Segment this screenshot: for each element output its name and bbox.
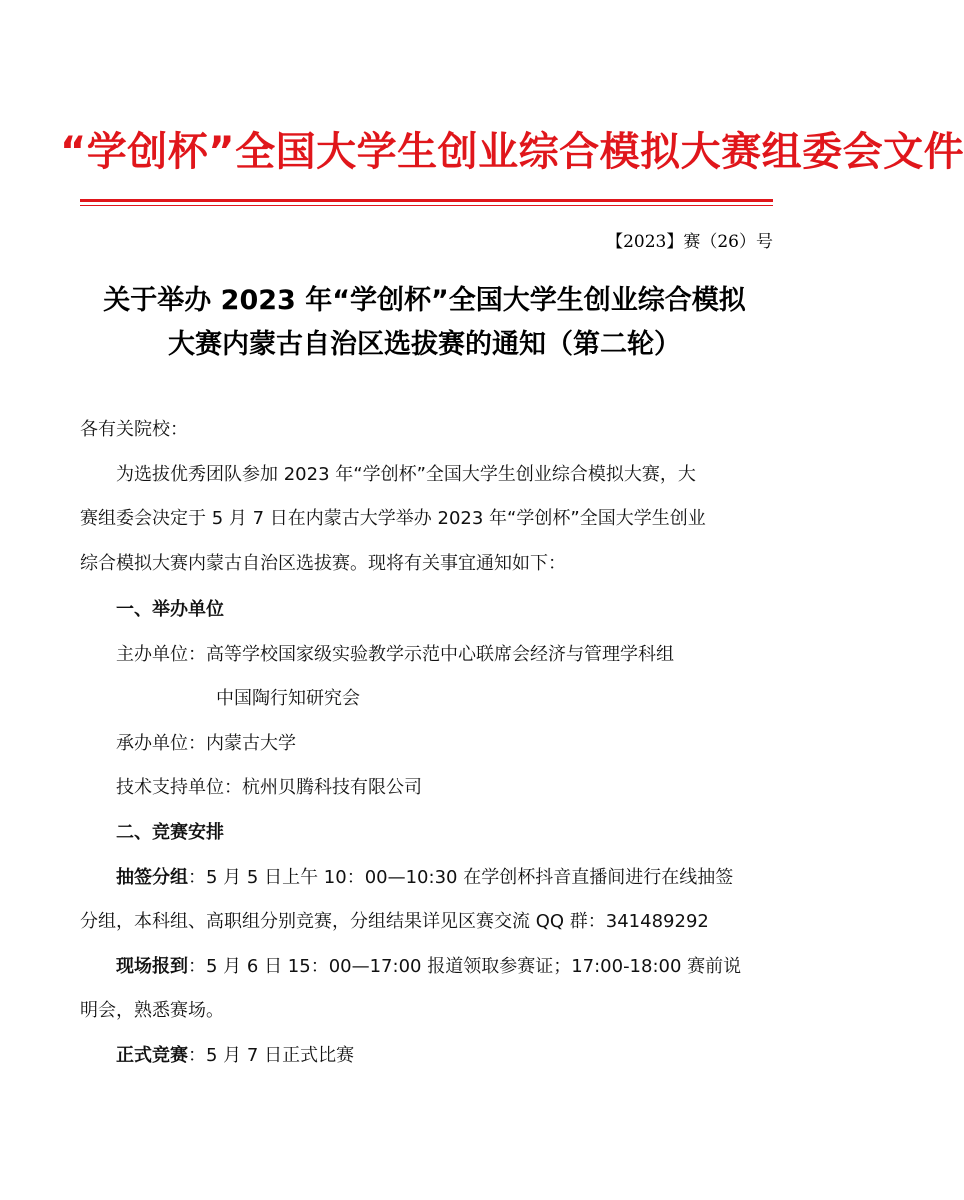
host-unit-label: 主办单位： [116, 644, 206, 665]
tech-support-label: 技术支持单位： [116, 777, 242, 798]
tech-support-row [116, 773, 422, 799]
notice-title-line1: 关于举办 2023 年“学创杯”全国大学生创业综合模拟 [103, 285, 746, 316]
host-unit-value: 高等学校国家级实验教学示范中心联席会经济与管理学科组 [206, 644, 674, 665]
checkin-label: 现场报到 [116, 956, 188, 977]
organizer-value: 内蒙古大学 [206, 733, 296, 754]
header-red-rule-thin [80, 205, 773, 206]
organizer-row [116, 729, 296, 755]
tech-support-value: 杭州贝腾科技有限公司 [242, 777, 422, 798]
checkin-text: ：5 月 6 日 15：00—17:00 报道领取参赛证；17:00-18:00 赛前说 [188, 956, 742, 977]
checkin-text-line2: 明会，熟悉赛场。 [80, 1000, 224, 1021]
intro-paragraph-line1: 为选拔优秀团队参加 2023 年“学创杯”全国大学生创业综合模拟大赛，大 [116, 464, 696, 485]
draw-label: 抽签分组 [116, 867, 188, 888]
formal-label: 正式竞赛 [116, 1045, 188, 1066]
host-unit-row [116, 640, 674, 666]
document-header-title: “学创杯”全国大学生创业综合模拟大赛组委会文件 [60, 129, 964, 175]
document-number: 【2023】赛（26）号 [606, 232, 773, 252]
draw-row [116, 863, 733, 889]
formal-text: ：5 月 7 日正式比赛 [188, 1045, 355, 1066]
intro-paragraph-line3: 综合模拟大赛内蒙古自治区选拔赛。现将有关事宜通知如下： [80, 553, 566, 574]
notice-title-line2: 大赛内蒙古自治区选拔赛的通知（第二轮） [168, 329, 681, 360]
formal-row [116, 1041, 354, 1067]
intro-paragraph-line2: 赛组委会决定于 5 月 7 日在内蒙古大学举办 2023 年“学创杯”全国大学生创业 [80, 508, 706, 529]
host-unit-value-2: 中国陶行知研究会 [216, 688, 360, 709]
section-heading-hosts: 一、举办单位 [116, 599, 224, 620]
salutation: 各有关院校： [80, 419, 188, 440]
header-red-rule [80, 199, 773, 202]
draw-text-line2: 分组，本科组、高职组分别竞赛，分组结果详见区赛交流 QQ 群：341489292 [80, 911, 709, 932]
checkin-row [116, 952, 741, 978]
draw-text: ：5 月 5 日上午 10：00—10:30 在学创杯抖音直播间进行在线抽签 [188, 867, 734, 888]
section-heading-schedule: 二、竞赛安排 [116, 822, 224, 843]
organizer-label: 承办单位： [116, 733, 206, 754]
